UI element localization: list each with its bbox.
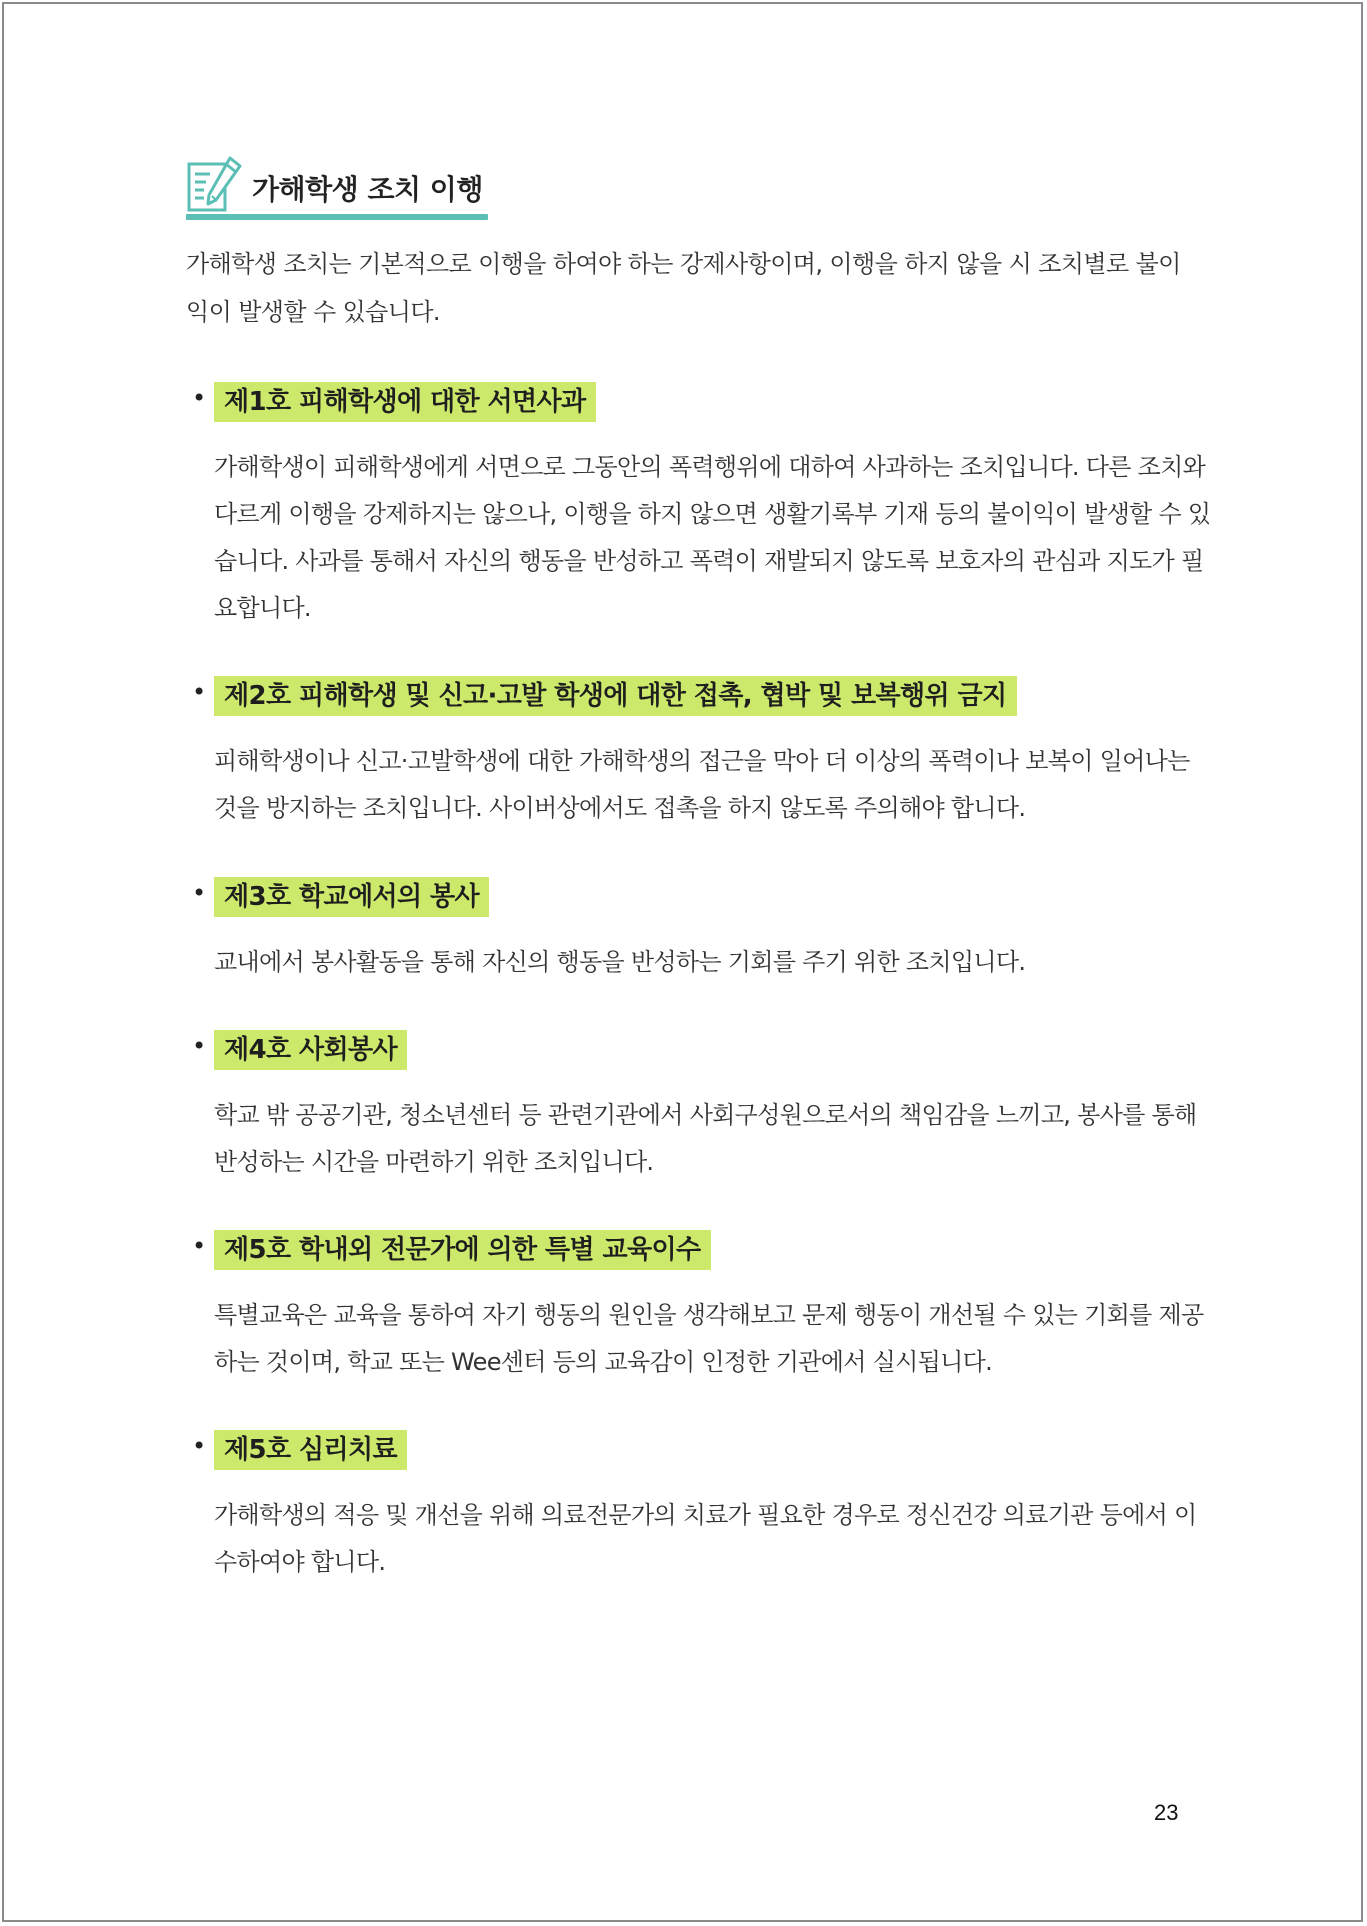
measure-section-1 — [186, 382, 1211, 632]
notepad-pencil-icon — [186, 156, 246, 216]
measure-title: 제2호 피해학생 및 신고·고발 학생에 대한 접촉, 협박 및 보복행위 금지 — [214, 676, 1017, 716]
bullet-icon: • — [192, 384, 207, 412]
bullet-icon: • — [192, 1432, 207, 1460]
measure-description: 가해학생이 피해학생에게 서면으로 그동안의 폭력행위에 대하여 사과하는 조치입니다. 다른 조치와 다르게 이행을 강제하지는 않으나, 이행을 하지 않으면 생활기록부 기재 등의 불이익이 발생할 수 있습니다. 사과를 통해서 자신의 행동을 반성하고 폭력이 재발되지 않도록 보호자의 관심과 지도가 필요합니다. — [214, 453, 1211, 622]
title-underline — [186, 214, 488, 220]
measure-title: 제4호 사회봉사 — [214, 1030, 407, 1070]
measure-section-6 — [186, 1430, 1197, 1586]
bullet-icon: • — [192, 879, 207, 907]
measure-title: 제3호 학교에서의 봉사 — [214, 877, 489, 917]
bullet-icon: • — [192, 1032, 207, 1060]
measure-description: 가해학생의 적응 및 개선을 위해 의료전문가의 치료가 필요한 경우로 정신건강 의료기관 등에서 이수하여야 합니다. — [214, 1501, 1197, 1576]
measure-section-3 — [186, 877, 1186, 986]
intro-paragraph: 가해학생 조치는 기본적으로 이행을 하여야 하는 강제사항이며, 이행을 하지 않을 시 조치별로 불이익이 발생할 수 있습니다. — [186, 250, 1181, 326]
page-number: 23 — [1154, 1800, 1179, 1825]
bullet-icon: • — [192, 678, 207, 706]
measure-description: 특별교육은 교육을 통하여 자기 행동의 원인을 생각해보고 문제 행동이 개선될 수 있는 기회를 제공하는 것이며, 학교 또는 Wee센터 등의 교육감이 인정한 기관에서 실시됩니다. — [214, 1301, 1204, 1376]
page-title: 가해학생 조치 이행 — [252, 173, 483, 206]
bullet-icon: • — [192, 1232, 207, 1260]
measure-description: 교내에서 봉사활동을 통해 자신의 행동을 반성하는 기회를 주기 위한 조치입니다. — [214, 948, 1026, 976]
measure-title: 제5호 학내외 전문가에 의한 특별 교육이수 — [214, 1230, 711, 1270]
measure-section-2 — [186, 676, 1190, 832]
measure-description: 피해학생이나 신고·고발학생에 대한 가해학생의 접근을 막아 더 이상의 폭력이나 보복이 일어나는 것을 방지하는 조치입니다. 사이버상에서도 접촉을 하지 않도록 주의해야 합니다. — [214, 747, 1190, 822]
measure-section-5 — [186, 1230, 1204, 1386]
measure-section-4 — [186, 1030, 1197, 1186]
measure-title: 제5호 심리치료 — [214, 1430, 407, 1470]
measure-title: 제1호 피해학생에 대한 서면사과 — [214, 382, 596, 422]
measure-description: 학교 밖 공공기관, 청소년센터 등 관련기관에서 사회구성원으로서의 책임감을 느끼고, 봉사를 통해 반성하는 시간을 마련하기 위한 조치입니다. — [214, 1101, 1197, 1176]
